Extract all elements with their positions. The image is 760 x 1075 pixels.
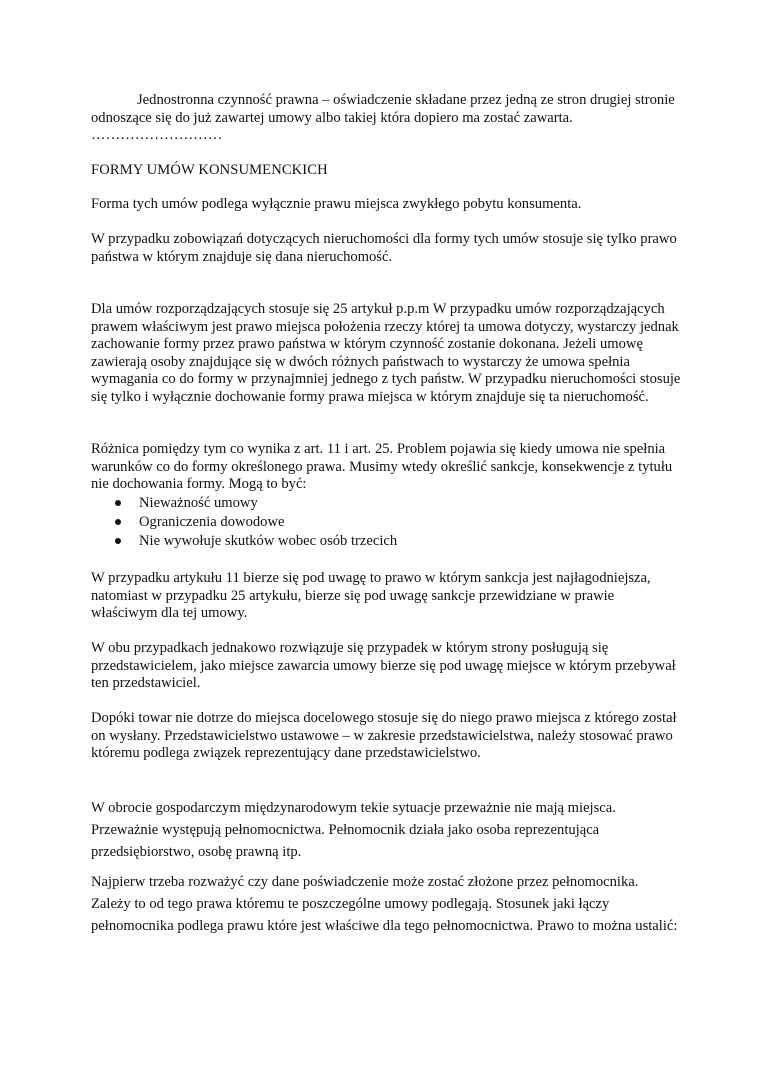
paragraph-power-of-attorney: Najpierw trzeba rozważyć czy dane poświadczenie może zostać złożone przez pełnomocnika. Zależy to od tego prawa któremu te poszczególne umowy podlegają. Stosunek jaki łączy pełnomocnika podlega prawu które jest właściwe dla tego pełnomocnictwa. Prawo to można ustalić: xyxy=(91,874,678,934)
list-item xyxy=(91,532,651,551)
paragraph-real-estate: W przypadku zobowiązań dotyczących nieruchomości dla formy tych umów stosuje się tylko prawo państwa w którym znajduje się dana nieruchomość. xyxy=(91,231,677,265)
paragraph-difference: Różnica pomiędzy tym co wynika z art. 11 i art. 25. Problem pojawia się kiedy umowa nie spełnia warunków co do formy określonego prawa. Musimy wtedy określić sankcje, konsekwencje z tytułu nie dochowania formy. Mogą to być: xyxy=(91,441,673,492)
bullet-icon xyxy=(115,500,121,506)
paragraph-goods-transport: Dopóki towar nie dotrze do miejsca docelowego stosuje się do niego prawo miejsca z którego został on wysłany. Przedstawicielstwo ustawowe – w zakresie przedstawicielstwa, należy stosować prawo któremu podlega związek reprezentujący dane przedstawicielstwo. xyxy=(91,710,677,761)
list-item-text: Nieważność umowy xyxy=(139,495,258,511)
bullet-icon xyxy=(115,538,121,544)
paragraph-unilateral-act: Jednostronna czynność prawna – oświadczenie składane przez jedną ze stron drugiej stronie odnoszące się do już zawartej umowy albo takiej która dopiero ma zostać zawarta. ……………………… xyxy=(91,92,675,143)
list-item xyxy=(91,513,651,532)
paragraph-representative: W obu przypadkach jednakowo rozwiązuje się przypadek w którym strony posługują się przedstawicielem, jako miejsce zawarcia umowy bierze się pod uwagę miejsce w którym przebywał ten przedstawiciel. xyxy=(91,640,676,691)
paragraph-disposal-contracts: Dla umów rozporządzających stosuje się 25 artykuł p.p.m W przypadku umów rozporządzających prawem właściwym jest prawo miejsca położenia rzeczy której ta umowa dotyczy, wystarczy jednak zachowanie formy przez prawo państwa w którym czynność zostanie dokonana. Jeżeli umowę zawierają osoby znajdujące się w dwóch różnych państwach to wystarczy że umowa spełnia wymagania co do formy w przynajmniej jednego z tych państw. W przypadku nieruchomości stosuje się tylko i wyłącznie dochowanie formy prawa miejsca w którym znajduje się ta nieruchomość. xyxy=(91,301,681,405)
list-item xyxy=(91,494,651,513)
paragraph-article-11: W przypadku artykułu 11 bierze się pod uwagę to prawo w którym sankcja jest najłagodniejsza, natomiast w przypadku 25 artykułu, bierze się pod uwagę sankcje przewidziane w prawie właściwym dla tej umowy. xyxy=(91,570,651,621)
bullet-icon xyxy=(115,519,121,525)
list-item-text: Ograniczenia dowodowe xyxy=(139,514,285,530)
list-item-text: Nie wywołuje skutków wobec osób trzecich xyxy=(139,533,398,549)
paragraph-form-law: Forma tych umów podlega wyłącznie prawu miejsca zwykłego pobytu konsumenta. xyxy=(91,196,582,212)
paragraph-international-trade: W obrocie gospodarczym międzynarodowym tekie sytuacje przeważnie nie mają miejsca. Przeważnie występują pełnomocnictwa. Pełnomocnik działa jako osoba reprezentująca przedsiębiorstwo, osobę prawną itp. xyxy=(91,800,616,860)
section-heading: FORMY UMÓW KONSUMENCKICH xyxy=(91,162,328,178)
sanctions-list xyxy=(91,494,651,551)
